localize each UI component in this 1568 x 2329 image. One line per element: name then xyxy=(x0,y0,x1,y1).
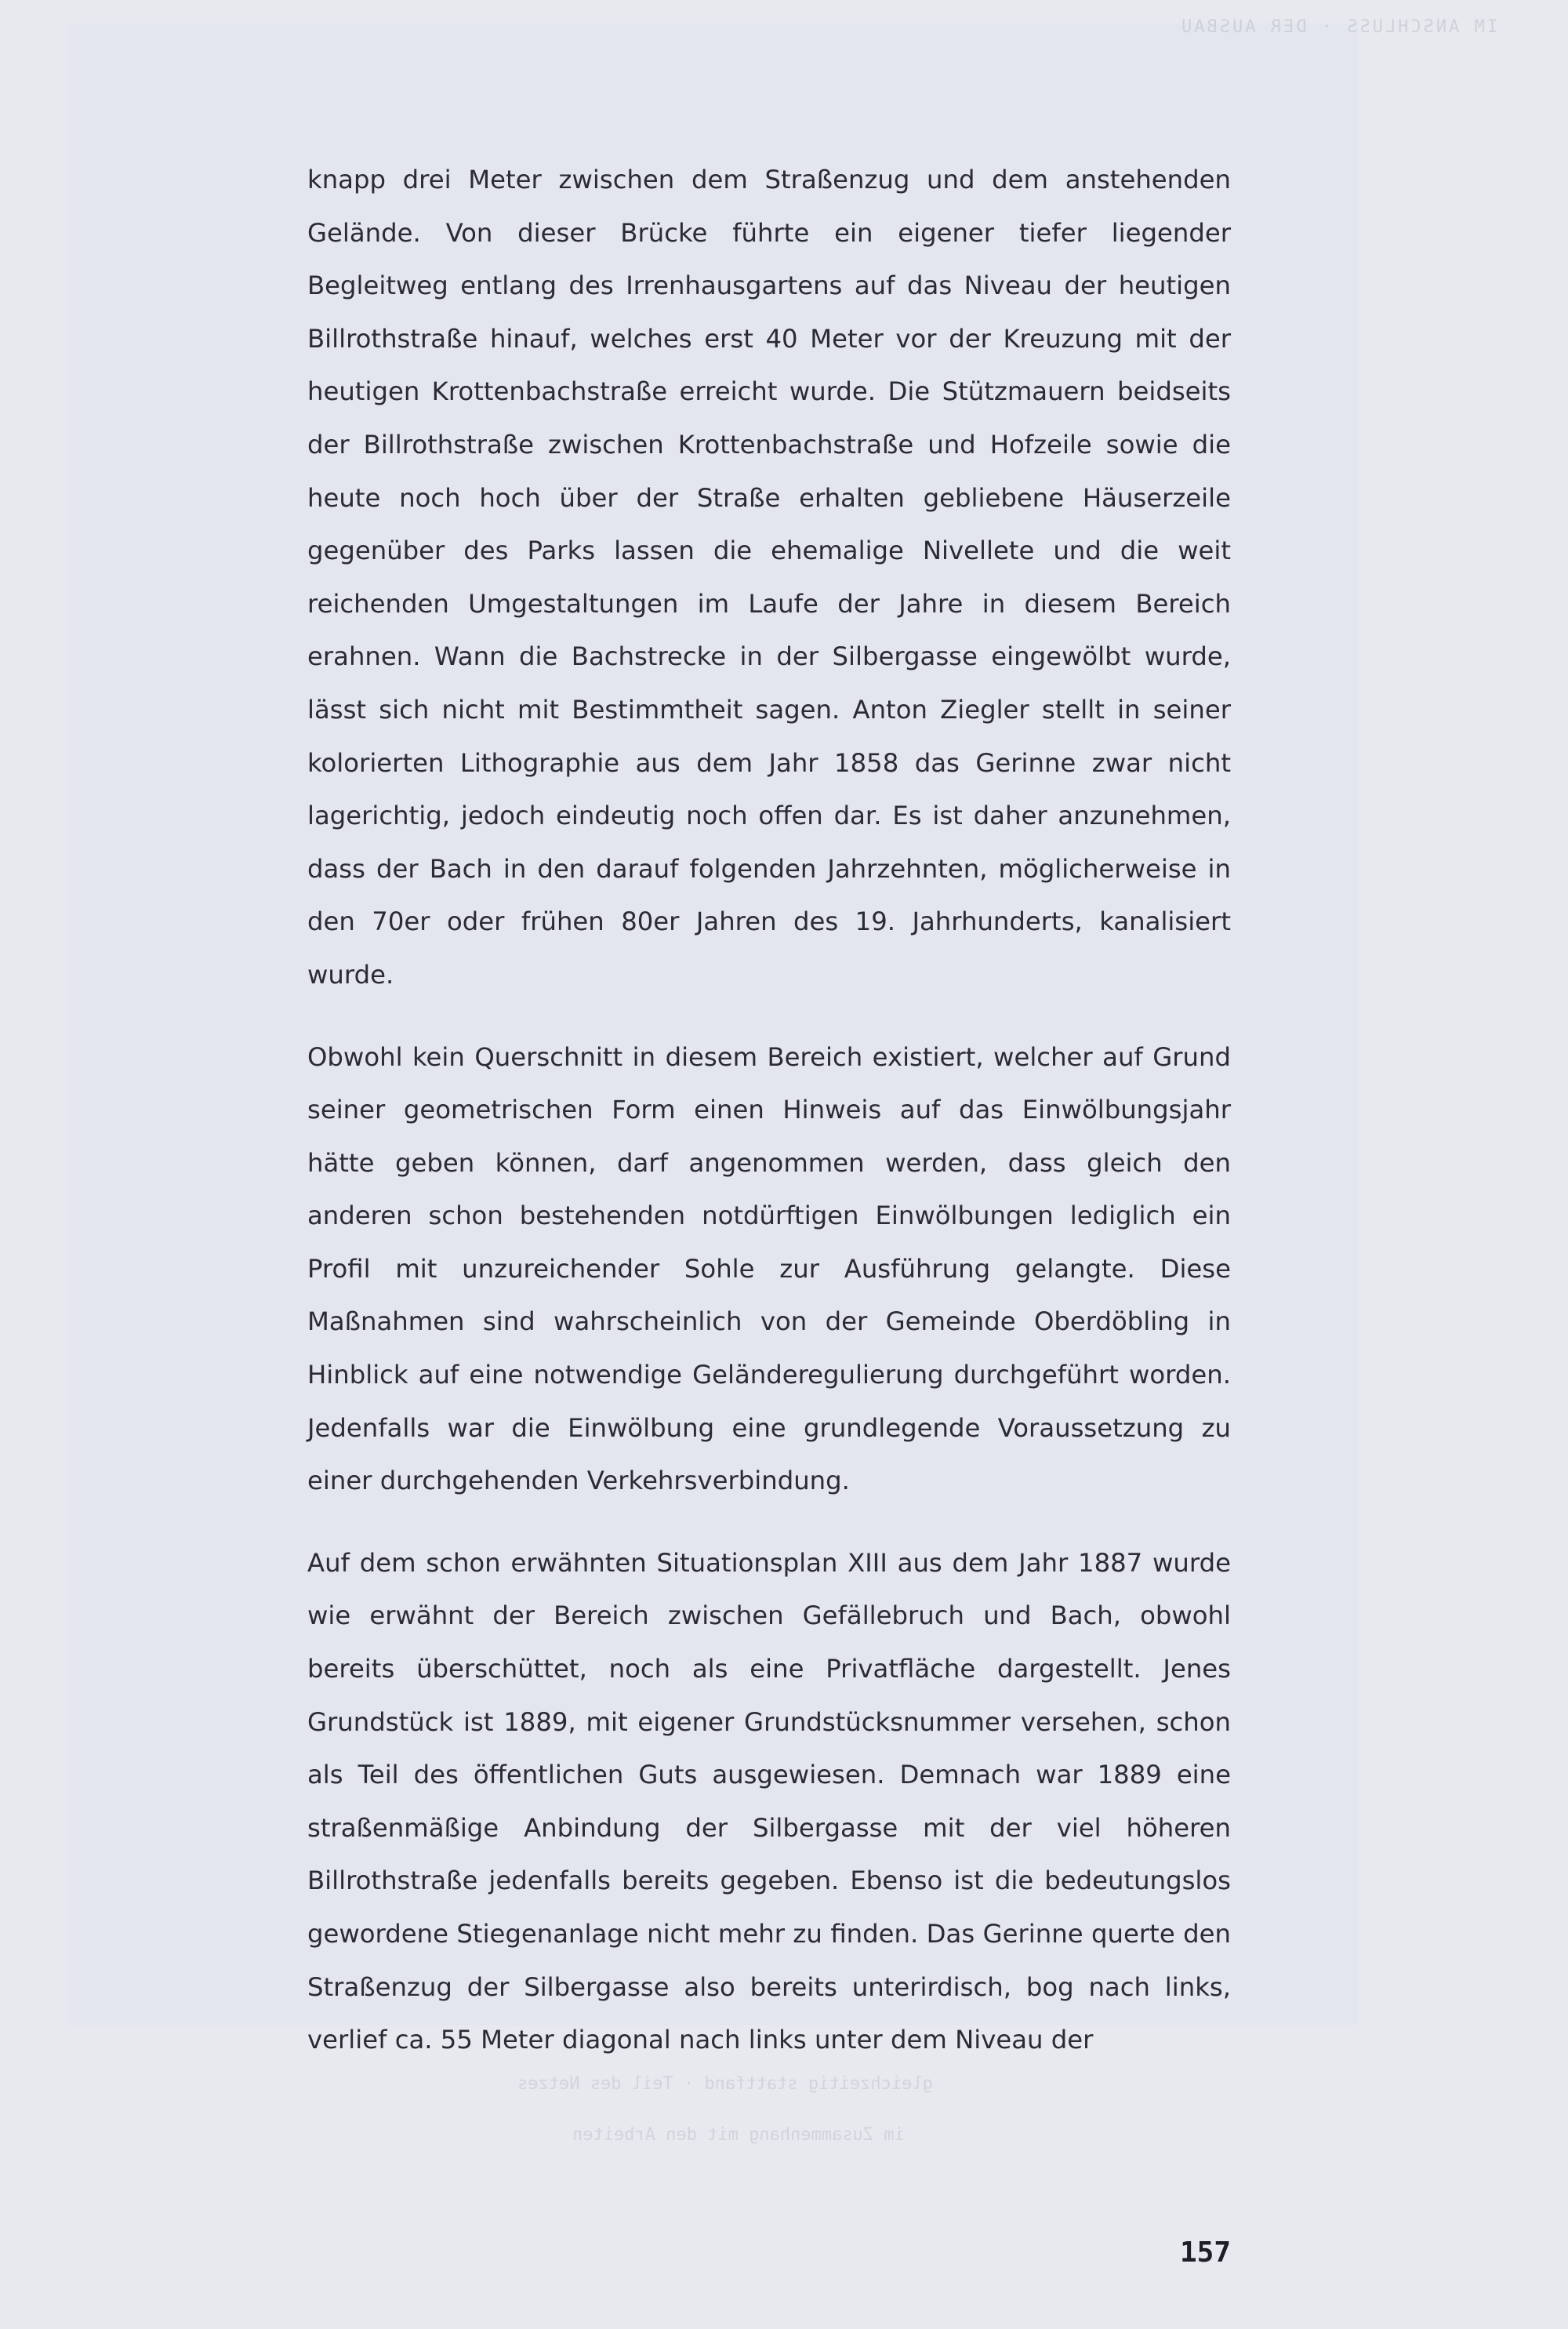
bleed-through-running-head: IM ANSCHLUSS · DER AUSBAU xyxy=(1178,17,1497,37)
bleed-through-line: gleichzeitig stattfand · Teil des Netzes xyxy=(517,2074,933,2094)
bleed-through-line: im Zusammenhang mit den Arbeiten xyxy=(572,2125,905,2145)
body-text xyxy=(307,154,1231,2096)
paragraph-1: knapp drei Meter zwischen dem Straßenzug und dem anstehenden Gelände. Von dieser Brücke führte ein eigener tiefer liegender Begleitweg entlang des Irrenhausgartens auf das Niveau der heutigen Billrothstraße hinauf, welches erst 40 Meter vor der Kreuzung mit der heutigen Krottenbachstraße erreicht wurde. Die Stützmauern beidseits der Billrothstraße zwischen Krottenbachstraße und Hofzeile sowie die heute noch hoch über der Straße erhalten gebliebene Häuserzeile gegenüber des Parks lassen die ehemalige Nivellete und die weit reichenden Umgestaltungen im Laufe der Jahre in diesem Bereich erahnen. Wann die Bachstrecke in der Silbergasse eingewölbt wurde, lässt sich nicht mit Bestimmtheit sagen. Anton Ziegler stellt in seiner kolorierten Lithographie aus dem Jahr 1858 das Gerinne zwar nicht lagerichtig, jedoch eindeutig noch offen dar. Es ist daher anzunehmen, dass der Bach in den darauf folgenden Jahrzehnten, möglicherweise in den 70er oder frühen 80er Jahren des 19. Jahrhunderts, kanalisiert wurde. xyxy=(307,165,1231,990)
paragraph-3: Auf dem schon erwähnten Situationsplan XIII aus dem Jahr 1887 wurde wie erwähnt der Bereich zwischen Gefällebruch und Bach, obwohl bereits überschüttet, noch als eine Privatfläche dargestellt. Jenes Grundstück ist 1889, mit eigener Grundstücksnummer versehen, schon als Teil des öffentlichen Guts ausgewiesen. Demnach war 1889 eine straßenmäßige Anbindung der Silbergasse mit der viel höheren Billrothstraße jedenfalls bereits gegeben. Ebenso ist die bedeutungslos gewordene Stiegenanlage nicht mehr zu finden. Das Gerinne querte den Straßenzug der Silbergasse also bereits unterirdisch, bog nach links, verlief ca. 55 Meter diagonal nach links unter dem Niveau der xyxy=(307,1547,1231,2055)
page-number: 157 xyxy=(1179,2236,1231,2269)
paragraph-2: Obwohl kein Querschnitt in diesem Bereich existiert, welcher auf Grund seiner geometrischen Form einen Hinweis auf das Einwölbungsjahr hätte geben können, darf angenommen werden, dass gleich den anderen schon bestehenden notdürftigen Einwölbungen lediglich ein Profil mit unzureichender Sohle zur Ausführung gelangte. Diese Maßnahmen sind wahrscheinlich von der Gemeinde Oberdöbling in Hinblick auf eine notwendige Geländeregulierung durchgeführt worden. Jedenfalls war die Einwölbung eine grundlegende Voraussetzung zu einer durchgehenden Verkehrsverbindung. xyxy=(307,1041,1231,1496)
